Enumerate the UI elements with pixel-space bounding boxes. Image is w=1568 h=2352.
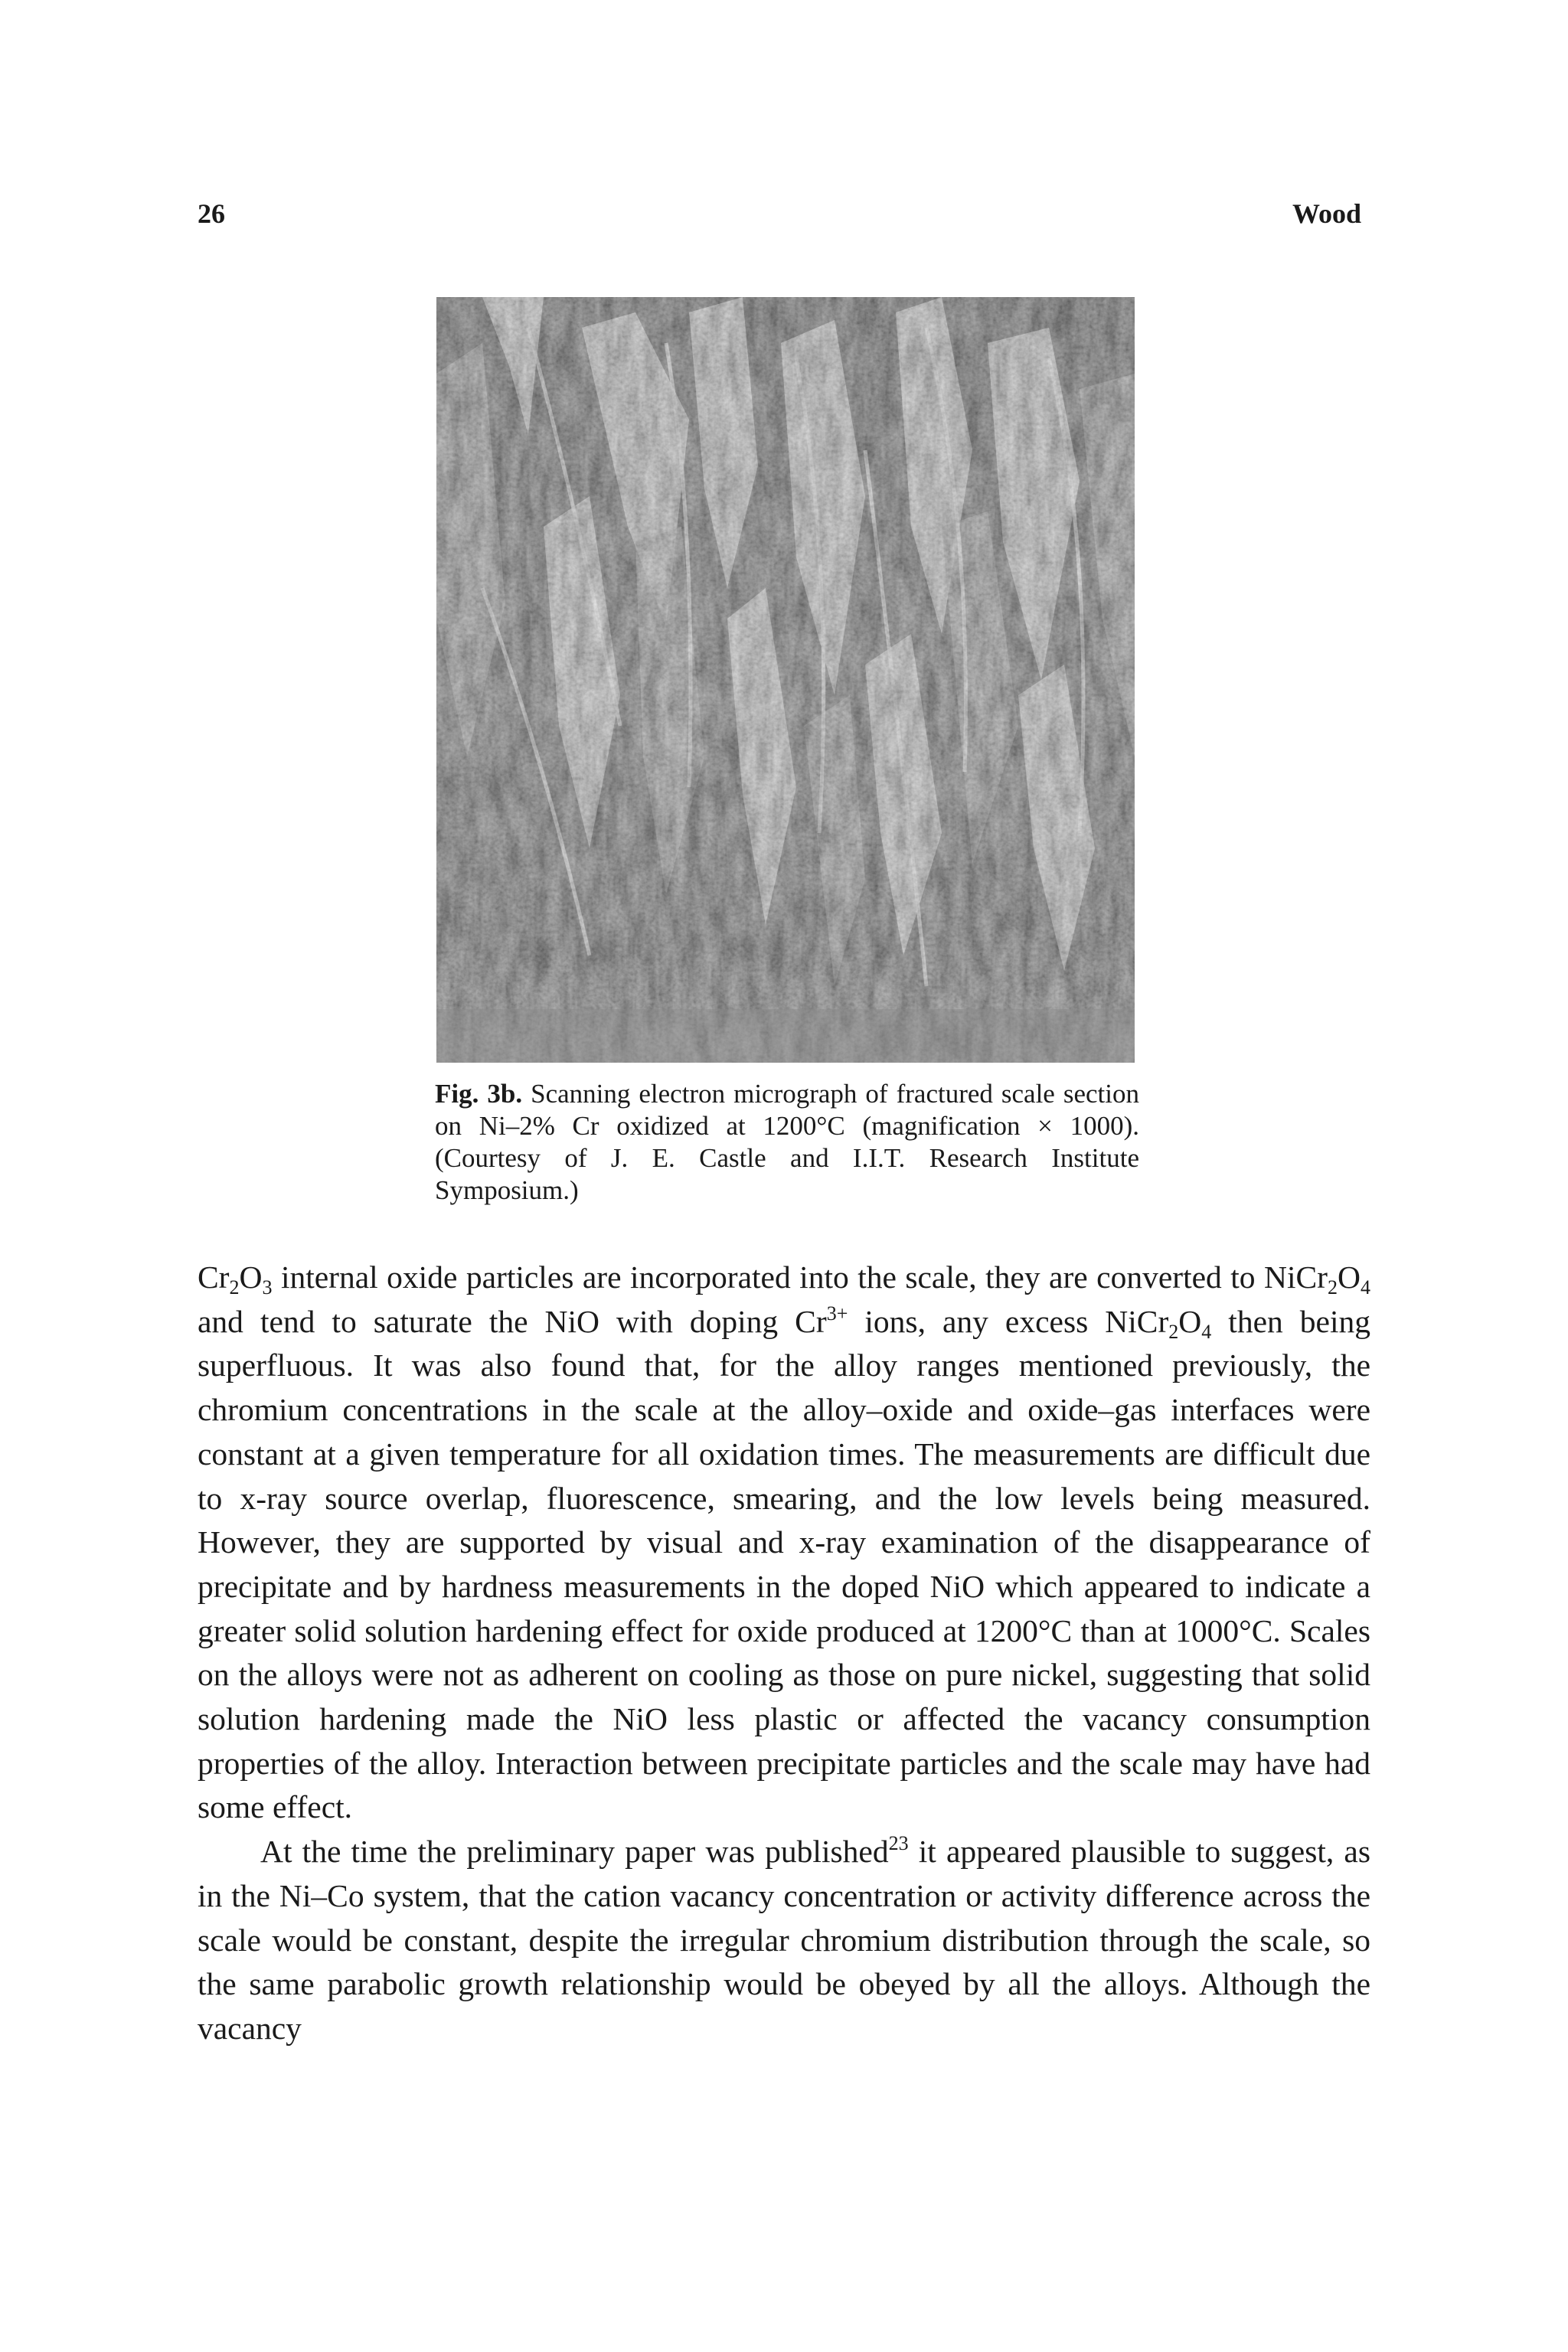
micrograph-image [436, 297, 1135, 1063]
page-number: 26 [198, 198, 225, 229]
p1-run-2: O [239, 1259, 263, 1295]
figure-label: Fig. 3b. [435, 1079, 523, 1109]
p1-run-7: O [1178, 1303, 1202, 1339]
caption-text-a: Scanning electron micrograph of fractured scale section on Ni–2 [435, 1079, 1139, 1141]
p1-run-1: Cr [198, 1259, 230, 1295]
p1-sub-5: 2 [1168, 1320, 1179, 1343]
body-text [198, 1256, 1370, 2051]
p1-sub-6: 4 [1201, 1320, 1212, 1343]
figure-micrograph [436, 297, 1135, 1063]
p1-sub-2: 3 [262, 1276, 273, 1298]
p1-sub-1: 2 [229, 1276, 240, 1298]
p2-run-2: it appeared plausible to suggest, as in the Ni–Co system, that the cation vacancy concentration or activity difference across the scale would be constant, despite the irregular chromium distribution through the scale, so the same parabolic growth relationship would be obeyed by all the alloys. Although the vacancy [198, 1834, 1370, 2046]
caption-text-b: Cr oxidized at 1200°C (magnification × 1000). (Courtesy of J. E. Castle and I.I.T. Research Institute Symposium.) [435, 1111, 1140, 1205]
paragraph-2 [198, 1830, 1370, 2051]
p1-sup-1: 3+ [826, 1302, 848, 1325]
p1-run-8: then being superfluous. It was also found that, for the alloy ranges mentioned previously, the chromium concentrations in the scale at the alloy–oxide and oxide–gas interfaces were constant at a given temperature for all oxidation times. The measurements are difficult due to x-ray source overlap, fluorescence, smearing, and the low levels being measured. However, they are supported by visual and x-ray examination of the disappearance of precipitate and by hardness measurements in the doped NiO which appeared to indicate a greater solid solution hardening effect for oxide produced at 1200°C than at 1000°C. Scales on the alloys were not as adherent on cooling as those on pure nickel, suggesting that solid solution hardening made the NiO less plastic or affected the vacancy consumption properties of the alloy. Interaction between precipitate particles and the scale may have had some effect. [198, 1303, 1370, 1825]
paragraph-1 [198, 1256, 1370, 1830]
p1-sub-3: 2 [1328, 1276, 1338, 1298]
figure-caption [435, 1078, 1139, 1207]
p1-sub-4: 4 [1361, 1276, 1370, 1298]
p2-sup-1: 23 [888, 1832, 909, 1855]
p1-run-3: internal oxide particles are incorporated into the scale, they are converted to NiCr [272, 1259, 1328, 1295]
running-head: Wood [1292, 198, 1361, 229]
caption-percent: % [532, 1111, 555, 1141]
p1-run-5: and tend to saturate the NiO with doping Cr [198, 1303, 827, 1339]
p2-run-1: At the time the preliminary paper was published [260, 1834, 889, 1870]
p1-run-4: O [1338, 1259, 1361, 1295]
p1-run-6: ions, any excess NiCr [848, 1303, 1169, 1339]
